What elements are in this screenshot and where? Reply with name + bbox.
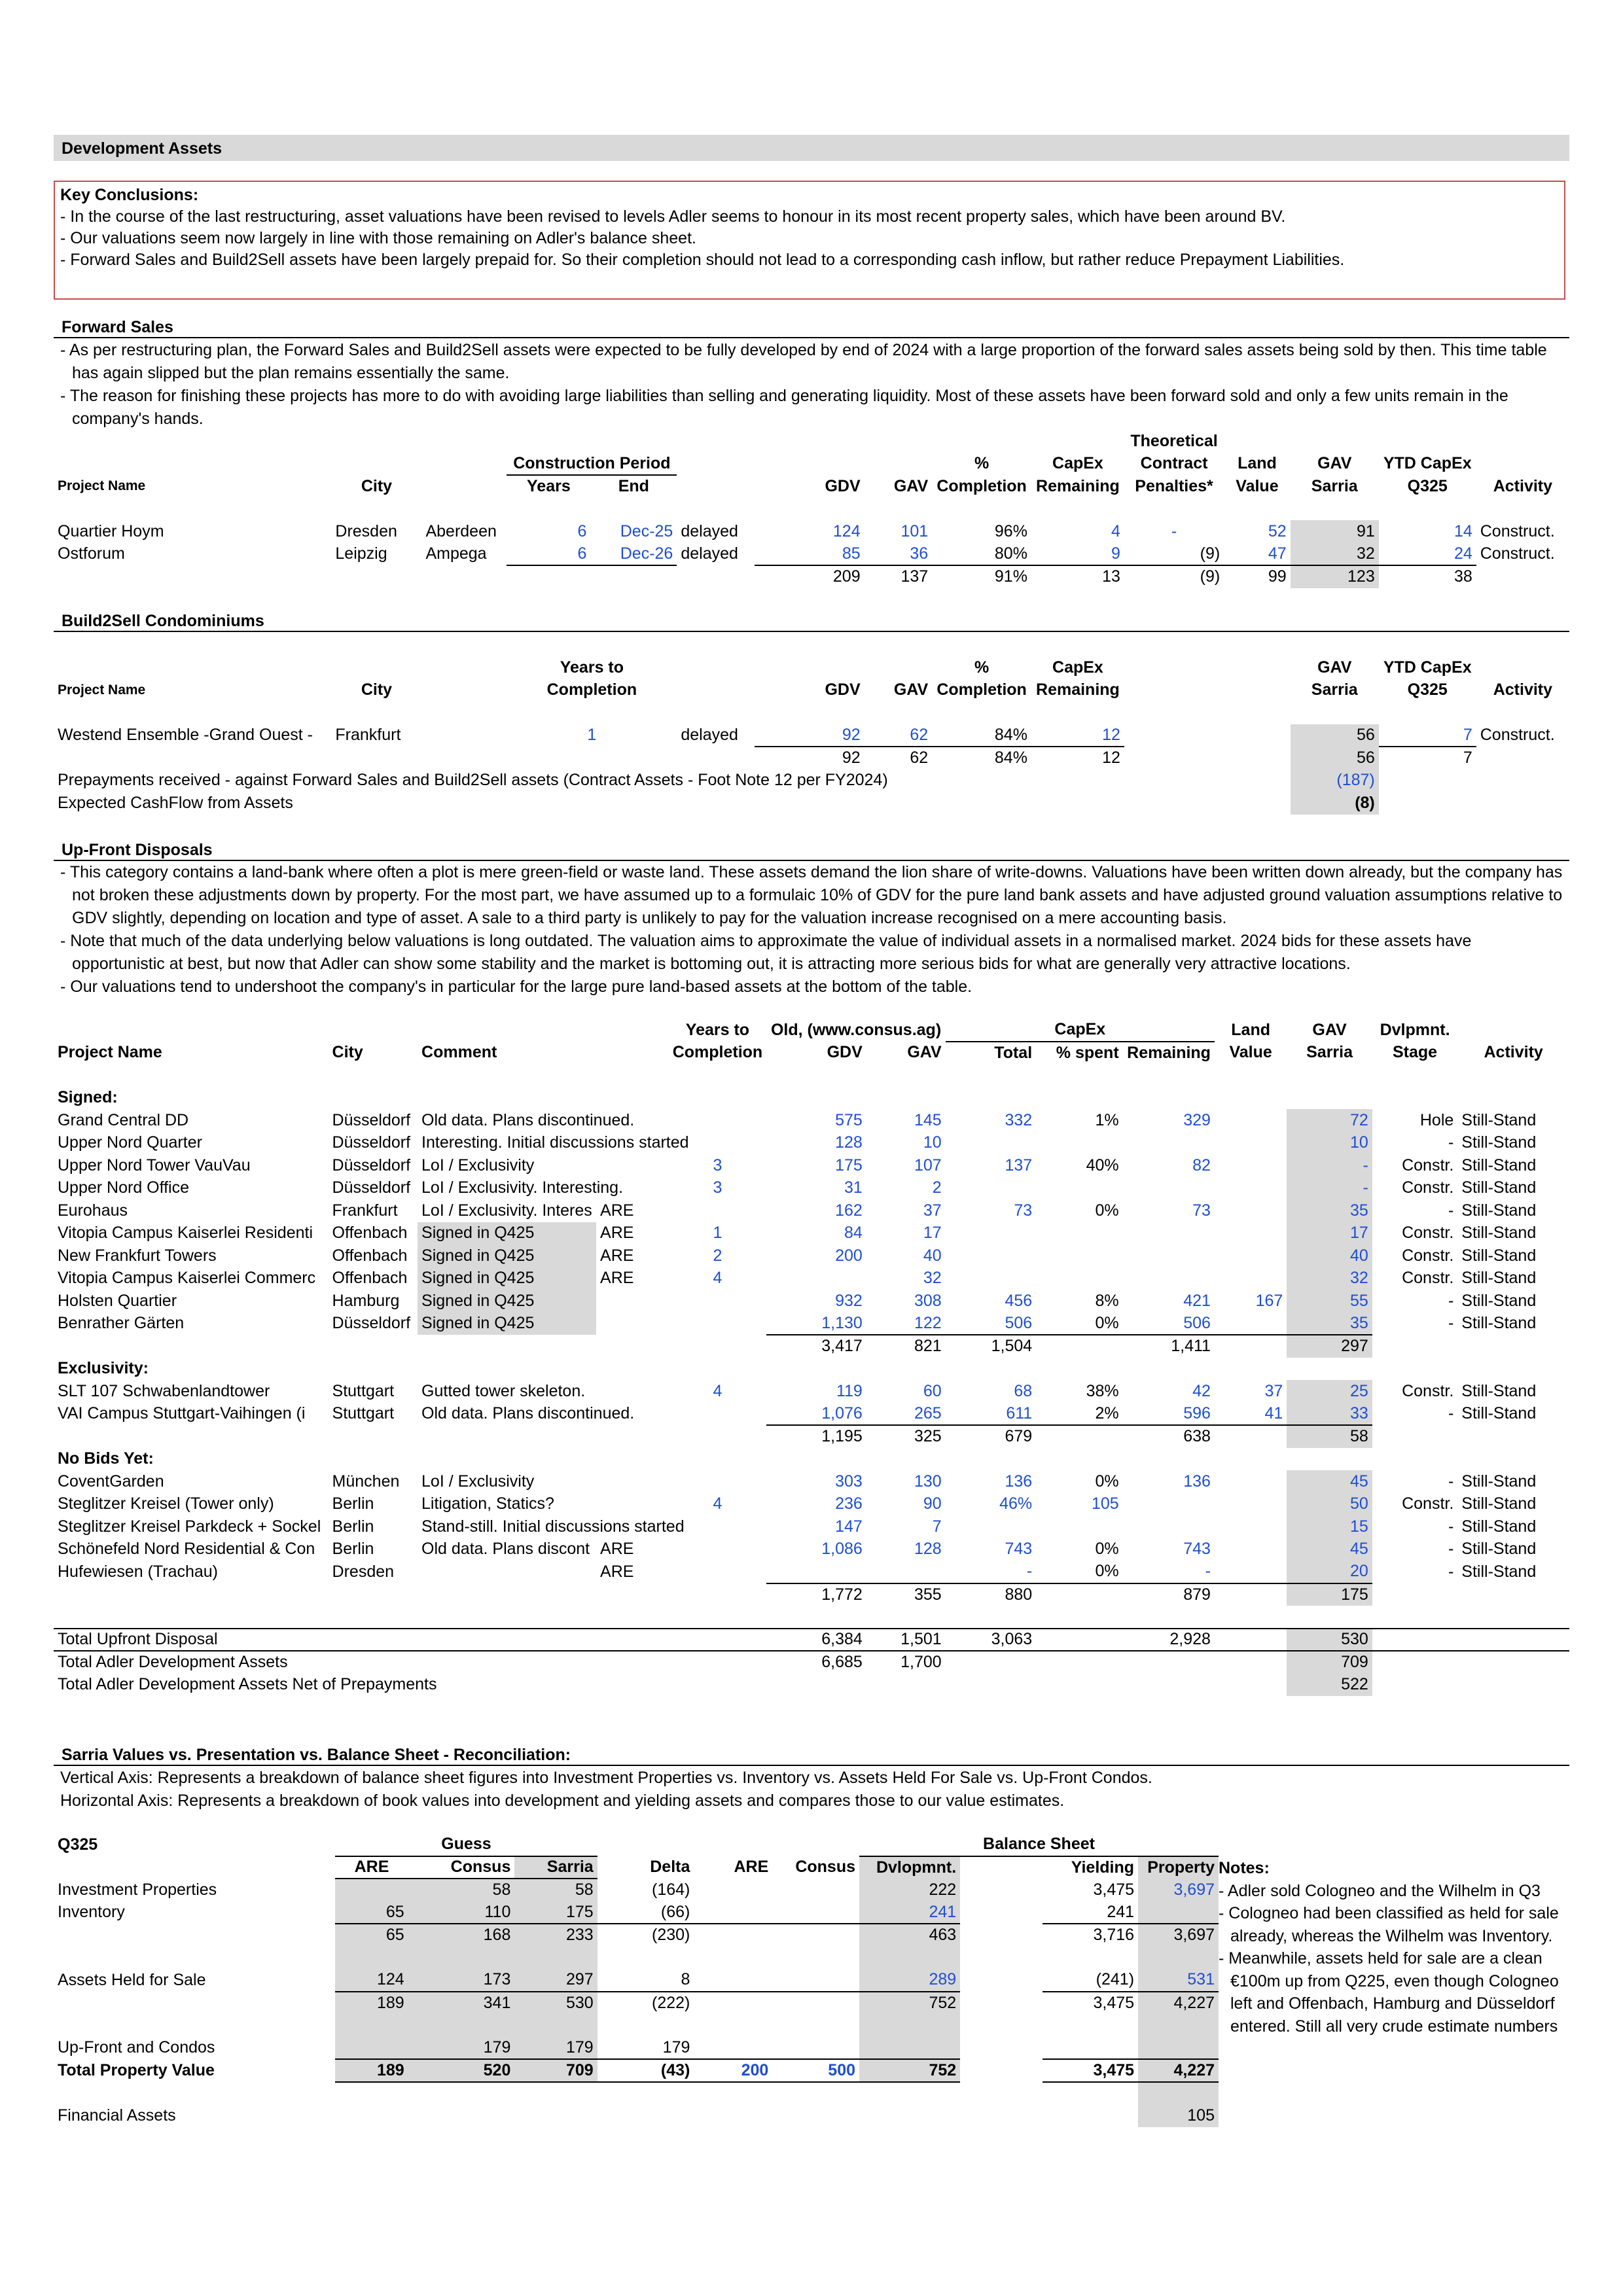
total-row: Total Adler Development Assets 6,685 1,700 709 bbox=[54, 1651, 1569, 1674]
group-header: Exclusivity: bbox=[58, 1359, 149, 1378]
table-row: 65 168 233 (230) 463 3,716 3,697 bbox=[54, 1924, 1219, 1947]
paragraph: Vertical Axis: Represents a breakdown of balance sheet figures into Investment Properties vs. Inventory vs. Assets Held For Sale vs. Up-Front Condos. bbox=[60, 1769, 1152, 1787]
col-header: Years to bbox=[685, 1020, 750, 1039]
subtotal-row: 1,772 355 880 879 175 bbox=[54, 1583, 1569, 1606]
note-line: - Cologneo had been classified as held for sale bbox=[1219, 1904, 1559, 1922]
total-row: Total Upfront Disposal 6,384 1,501 3,063 2,928 530 bbox=[54, 1629, 1569, 1651]
col-header: Remaining bbox=[1127, 1043, 1211, 1062]
group-header: No Bids Yet: bbox=[58, 1449, 154, 1468]
table-row: CoventGarden München LoI / Exclusivity 303 130 136 0% 136 45 - Still-Stand bbox=[54, 1470, 1569, 1493]
col-header: Years bbox=[527, 477, 571, 496]
col-header: Sarria bbox=[1306, 1043, 1353, 1062]
note-line: left and Offenbach, Hamburg and Düsseldorf bbox=[1230, 1994, 1555, 2013]
col-header: Contract bbox=[1140, 454, 1208, 473]
forward-sales-title: Forward Sales bbox=[54, 318, 1569, 338]
col-header: CapEx bbox=[946, 1019, 1215, 1042]
col-header: Land bbox=[1231, 1020, 1270, 1039]
col-header: Activity bbox=[1493, 476, 1553, 495]
col-header: GDV bbox=[825, 680, 861, 699]
col-header: City bbox=[361, 680, 393, 699]
table-row: Ostforum Leipzig Ampega 6 Dec-26 delayed 85 36 80% 9 (9) 47 32 24 Construct. bbox=[54, 543, 1569, 566]
col-header: GDV bbox=[825, 476, 861, 495]
col-header: Activity bbox=[1493, 680, 1553, 699]
total-row: 209 137 91% 13 (9) 99 123 38 bbox=[54, 565, 1569, 588]
col-header: YTD CapEx bbox=[1383, 658, 1472, 677]
group-header: Signed: bbox=[58, 1088, 118, 1107]
col-header: % bbox=[974, 658, 990, 677]
col-header: Q325 bbox=[1407, 680, 1448, 699]
table-row bbox=[54, 1947, 1219, 1969]
prepayment-row: Prepayments received - against Forward Sales and Build2Sell assets (Contract Assets - Foot Note 12 per FY2024) (187) bbox=[54, 769, 1569, 792]
table-row: Investment Properties 58 58 (164) 222 3,475 3,697 bbox=[54, 1879, 1219, 1901]
col-header: Project Name bbox=[58, 478, 146, 494]
key-conclusions-heading: Key Conclusions: bbox=[60, 186, 199, 204]
col-header: Activity bbox=[1484, 1043, 1543, 1062]
reconciliation-table: Q325 Guess Balance Sheet ARE Consus Sarria Delta ARE Consus Dvlopmnt. Yielding Property Investment Properties 58 58 (164) 222 3,475 3,697 Inventory 65 110 175 (66) 241 241 65 168 233 (230) 463 3,716 3,697 Assets Held for Sale 124 173 297 8 289 (241) 531 189 341 530 (222) 752 3,475 4,227 Up-Front and Condos 179 179 179 Total Property Value 189 520 709 (43) 200 500 752 3,475 4,227 Financial Assets 105 bbox=[54, 1833, 1219, 2127]
col-header: End bbox=[618, 477, 649, 496]
forward-sales-table bbox=[54, 430, 1569, 588]
col-header: % bbox=[974, 454, 990, 473]
col-header: Construction Period bbox=[507, 453, 677, 476]
col-header: GAV bbox=[907, 1043, 942, 1062]
table-row: Hufewiesen (Trachau) Dresden ARE - 0% - 20 - Still-Stand bbox=[54, 1561, 1569, 1583]
total-row: 92 62 84% 12 56 7 bbox=[54, 747, 1569, 769]
reconciliation-title: Sarria Values vs. Presentation vs. Balance Sheet - Reconciliation: bbox=[54, 1746, 1569, 1766]
col-header: Completion bbox=[936, 680, 1027, 699]
key-line: - Forward Sales and Build2Sell assets have been largely prepaid for. So their completion should not lead to a corresponding cash inflow, but rather reduce Prepayment Liabilities. bbox=[60, 251, 1345, 269]
table-row: Steglitzer Kreisel (Tower only) Berlin Litigation, Statics? 4 236 90 46% 105 50 Constr. Still-Stand bbox=[54, 1493, 1569, 1516]
table-row: Westend Ensemble -Grand Ouest - Frankfurt 1 delayed 92 62 84% 12 56 7 Construct. bbox=[54, 724, 1569, 747]
table-row: VAI Campus Stuttgart-Vaihingen (i Stuttgart Old data. Plans discontinued. 1,076 265 611 2% 596 41 33 - Still-Stand bbox=[54, 1403, 1569, 1426]
table-row: Benrather Gärten Düsseldorf Signed in Q425 1,130 122 506 0% 506 35 - Still-Stand bbox=[54, 1313, 1569, 1335]
notes bbox=[1219, 1857, 1559, 2038]
note-line: - Adler sold Cologneo and the Wilhelm in Q3 bbox=[1219, 1881, 1541, 1900]
table-row: Assets Held for Sale 124 173 297 8 289 (241) 531 bbox=[54, 1969, 1219, 1992]
table-row: Eurohaus Frankfurt LoI / Exclusivity. Interes ARE 162 37 73 0% 73 35 - Still-Stand bbox=[54, 1199, 1569, 1222]
key-line: - Our valuations seem now largely in line with those remaining on Adler's balance sheet. bbox=[60, 229, 696, 247]
table-row bbox=[54, 2082, 1219, 2105]
note-line: entered. Still all very crude estimate numbers bbox=[1230, 2017, 1558, 2036]
table-row bbox=[54, 2014, 1219, 2037]
col-header: City bbox=[332, 1043, 363, 1062]
col-header: YTD CapEx bbox=[1383, 454, 1472, 473]
table-row: Grand Central DD Düsseldorf Old data. Plans discontinued. 575 145 332 1% 329 72 Hole Still-Stand bbox=[54, 1109, 1569, 1132]
col-header: Value bbox=[1229, 1043, 1272, 1062]
table-row: 189 341 530 (222) 752 3,475 4,227 bbox=[54, 1992, 1219, 2015]
paragraph: - Note that much of the data underlying below valuations is long outdated. The valuation aims to approximate the value of individual assets in a normalised market. 2024 bids for these assets have opportunistic at best, but now that Adler can show some stability and the market is bottoming out, it is attracting more serious bids for what are generally very attractive locations. bbox=[60, 932, 1472, 973]
key-conclusions-box bbox=[54, 181, 1565, 300]
col-header: Remaining bbox=[1036, 680, 1120, 699]
page-title: Development Assets bbox=[54, 135, 1569, 161]
table-row: Up-Front and Condos 179 179 179 bbox=[54, 2037, 1219, 2060]
col-header: Dvlpmnt. bbox=[1380, 1020, 1450, 1039]
col-header: Project Name bbox=[58, 682, 146, 698]
table-row: Upper Nord Quarter Düsseldorf Interesting. Initial discussions started 128 10 10 - Still-Stand bbox=[54, 1132, 1569, 1155]
col-header: GAV bbox=[893, 476, 929, 495]
col-header: Total bbox=[994, 1043, 1033, 1062]
table-row: Upper Nord Tower VauVau Düsseldorf LoI / Exclusivity 3 175 107 137 40% 82 - Constr. Still-Stand bbox=[54, 1154, 1569, 1177]
table-row: Inventory 65 110 175 (66) 241 241 bbox=[54, 1901, 1219, 1924]
col-header: Project Name bbox=[58, 1043, 162, 1062]
table-row: Total Property Value 189 520 709 (43) 200 500 752 3,475 4,227 bbox=[54, 2059, 1219, 2082]
col-header: GDV bbox=[827, 1043, 863, 1062]
col-header: Penalties* bbox=[1135, 476, 1213, 495]
table-row: Schönefeld Nord Residential & Con Berlin Old data. Plans discont ARE 1,086 128 743 0% 743 45 - Still-Stand bbox=[54, 1538, 1569, 1561]
subtotal-row: 3,417 821 1,504 1,411 297 bbox=[54, 1335, 1569, 1358]
paragraph: - The reason for finishing these projects has more to do with avoiding large liabilities than selling and generating liquidity. Most of these assets have been forward sold and only a few units remain in the company's hands. bbox=[60, 387, 1508, 428]
col-header: Completion bbox=[672, 1043, 763, 1062]
build2sell-table bbox=[54, 656, 1569, 815]
table-row: Holsten Quartier Hamburg Signed in Q425 932 308 456 8% 421 167 55 - Still-Stand bbox=[54, 1290, 1569, 1313]
paragraph: - This category contains a land-bank where often a plot is mere green-field or waste land. These assets demand the lion share of write-downs. Valuations have been written down already, but the company has not broken these adjustments down by property. For the most part, we have assumed up to a formulaic 10% of GDV for the pure land bank assets and have adjusted ground valuation assumptions relative to GDV slightly, depending on location and type of asset. A sale to a third party is unlikely to pay for the valuation increase recognised on a mere accounting basis. bbox=[60, 863, 1563, 927]
col-header: GAV bbox=[893, 680, 929, 699]
col-header: % spent bbox=[1056, 1043, 1119, 1062]
col-header: GAV bbox=[1312, 1020, 1347, 1039]
col-header: CapEx bbox=[1052, 658, 1103, 677]
key-line: - In the course of the last restructuring, asset valuations have been revised to levels Adler seems to honour in its most recent property sales, which have been around BV. bbox=[60, 207, 1286, 226]
col-header: Theoretical bbox=[1130, 431, 1218, 450]
col-header: Old, (www.consus.ag) bbox=[770, 1020, 942, 1039]
note-line: - Meanwhile, assets held for sale are a clean bbox=[1219, 1949, 1543, 1968]
paragraph: - Our valuations tend to undershoot the company's in particular for the large pure land-based assets at the bottom of the table. bbox=[60, 978, 972, 996]
table-row: Vitopia Campus Kaiserlei Residenti Offenbach Signed in Q425 ARE 1 84 17 17 Constr. Still-Stand bbox=[54, 1222, 1569, 1245]
forward-sales-text bbox=[60, 339, 1565, 431]
note-line: already, whereas the Wilhelm was Inventory. bbox=[1230, 1926, 1553, 1945]
table-row: Steglitzer Kreisel Parkdeck + Sockel Berlin Stand-still. Initial discussions started 147 7 15 - Still-Stand bbox=[54, 1515, 1569, 1538]
paragraph: Horizontal Axis: Represents a breakdown of book values into development and yielding assets and compares those to our value estimates. bbox=[60, 1792, 1065, 1810]
upfront-text bbox=[60, 861, 1565, 998]
table-row: SLT 107 Schwabenlandtower Stuttgart Gutted tower skeleton. 4 119 60 68 38% 42 37 25 Constr. Still-Stand bbox=[54, 1380, 1569, 1403]
col-header: Value bbox=[1236, 476, 1279, 495]
col-header: Land bbox=[1238, 454, 1277, 473]
subtotal-row: 1,195 325 679 638 58 bbox=[54, 1425, 1569, 1448]
upfront-title: Up-Front Disposals bbox=[54, 841, 1569, 861]
col-header: Comment bbox=[421, 1043, 497, 1062]
table-row: Vitopia Campus Kaiserlei Commerc Offenbach Signed in Q425 ARE 4 32 32 Constr. Still-Stand bbox=[54, 1267, 1569, 1290]
quarter-label: Q325 bbox=[58, 1835, 98, 1854]
notes-heading: Notes: bbox=[1219, 1859, 1270, 1877]
total-row: Total Adler Development Assets Net of Prepayments 522 bbox=[54, 1674, 1569, 1697]
balance-sheet-header: Balance Sheet bbox=[859, 1833, 1219, 1856]
col-header: Stage bbox=[1393, 1043, 1438, 1062]
table-row: New Frankfurt Towers Offenbach Signed in Q425 ARE 2 200 40 40 Constr. Still-Stand bbox=[54, 1245, 1569, 1267]
col-header: CapEx bbox=[1052, 454, 1103, 473]
col-header: Years to bbox=[560, 658, 624, 677]
note-line: €100m up from Q225, even though Cologneo bbox=[1230, 1971, 1559, 1990]
col-header: Remaining bbox=[1036, 476, 1120, 495]
col-header: Completion bbox=[936, 476, 1027, 495]
col-header: Completion bbox=[546, 680, 637, 699]
col-header: Sarria bbox=[1311, 476, 1358, 495]
guess-header: Guess bbox=[335, 1833, 597, 1856]
col-header: GAV bbox=[1317, 658, 1352, 677]
build2sell-title: Build2Sell Condominiums bbox=[54, 612, 1569, 632]
col-header: City bbox=[361, 476, 393, 495]
reconciliation-text bbox=[60, 1767, 1565, 1812]
paragraph: - As per restructuring plan, the Forward Sales and Build2Sell assets were expected to be fully developed by end of 2024 with a large proportion of the forward sales assets being sold by then. This time table has again slipped but the plan remains essentially the same. bbox=[60, 341, 1547, 382]
table-row: Upper Nord Office Düsseldorf LoI / Exclusivity. Interesting. 3 31 2 - Constr. Still-Stand bbox=[54, 1177, 1569, 1200]
table-row: Quartier Hoym Dresden Aberdeen 6 Dec-25 delayed 124 101 96% 4 - 52 91 14 Construct. bbox=[54, 520, 1569, 543]
upfront-table bbox=[54, 1019, 1569, 1696]
col-header: GAV bbox=[1317, 454, 1352, 473]
col-header: Q325 bbox=[1407, 476, 1448, 495]
table-row: Financial Assets 105 bbox=[54, 2104, 1219, 2127]
col-header: Sarria bbox=[1311, 680, 1358, 699]
cashflow-row: Expected CashFlow from Assets (8) bbox=[54, 792, 1569, 815]
